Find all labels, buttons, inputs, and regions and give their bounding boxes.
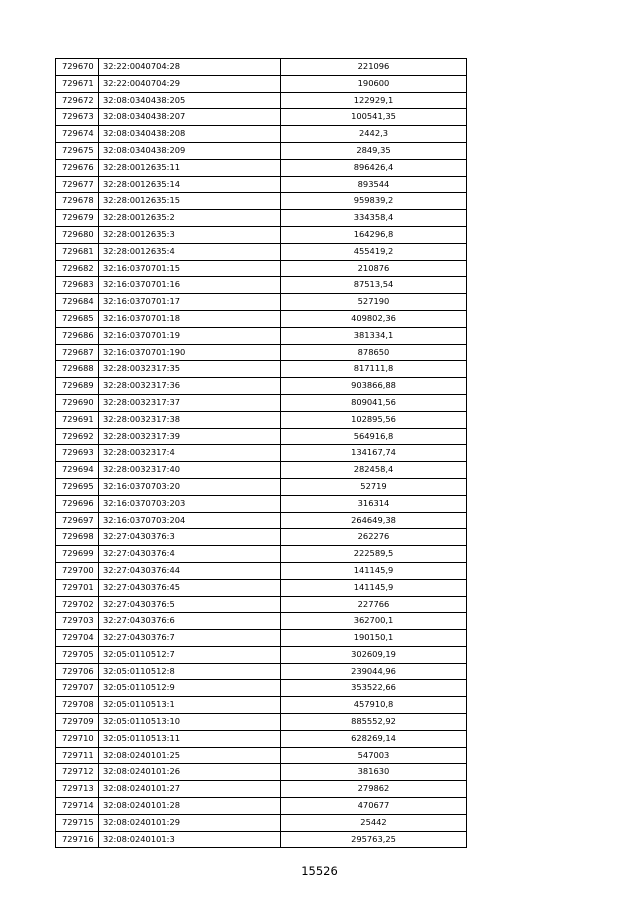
table-row [56, 411, 467, 428]
row-number-cell: 729689 [56, 378, 99, 395]
table-row [56, 310, 467, 327]
row-number-cell: 729714 [56, 798, 99, 815]
row-number-cell: 729686 [56, 327, 99, 344]
row-number-cell: 729679 [56, 210, 99, 227]
cadastral-value-cell: 100541,35 [281, 109, 467, 126]
cadastral-number-cell: 32:28:0032317:39 [99, 428, 281, 445]
row-number-cell: 729705 [56, 646, 99, 663]
cadastral-value-cell: 334358,4 [281, 210, 467, 227]
row-number-cell: 729681 [56, 243, 99, 260]
cadastral-number-cell: 32:22:0040704:28 [99, 59, 281, 76]
cadastral-number-cell: 32:08:0240101:28 [99, 798, 281, 815]
cadastral-number-cell: 32:16:0370701:15 [99, 260, 281, 277]
page-number: 15526 [301, 864, 338, 878]
table-row [56, 730, 467, 747]
table-row [56, 75, 467, 92]
cadastral-value-cell: 141145,9 [281, 579, 467, 596]
cadastral-value-cell: 362700,1 [281, 613, 467, 630]
cadastral-value-cell: 470677 [281, 798, 467, 815]
cadastral-value-cell: 25442 [281, 814, 467, 831]
cadastral-number-cell: 32:05:0110513:1 [99, 697, 281, 714]
cadastral-number-cell: 32:05:0110513:10 [99, 714, 281, 731]
cadastral-value-table [55, 58, 467, 848]
table-row [56, 764, 467, 781]
row-number-cell: 729675 [56, 142, 99, 159]
cadastral-number-cell: 32:08:0340438:205 [99, 92, 281, 109]
cadastral-value-cell: 381334,1 [281, 327, 467, 344]
cadastral-value-cell: 628269,14 [281, 730, 467, 747]
cadastral-value-cell: 141145,9 [281, 562, 467, 579]
row-number-cell: 729704 [56, 630, 99, 647]
cadastral-value-cell: 221096 [281, 59, 467, 76]
table-row [56, 613, 467, 630]
cadastral-number-cell: 32:08:0340438:208 [99, 126, 281, 143]
cadastral-value-cell: 409802,36 [281, 310, 467, 327]
row-number-cell: 729702 [56, 596, 99, 613]
row-number-cell: 729699 [56, 546, 99, 563]
cadastral-value-cell: 190600 [281, 75, 467, 92]
cadastral-value-cell: 164296,8 [281, 226, 467, 243]
cadastral-number-cell: 32:28:0012635:11 [99, 159, 281, 176]
cadastral-value-cell: 2442,3 [281, 126, 467, 143]
cadastral-number-cell: 32:27:0430376:3 [99, 529, 281, 546]
row-number-cell: 729701 [56, 579, 99, 596]
cadastral-number-cell: 32:27:0430376:6 [99, 613, 281, 630]
table-row [56, 562, 467, 579]
row-number-cell: 729687 [56, 344, 99, 361]
table-row [56, 277, 467, 294]
cadastral-number-cell: 32:28:0032317:36 [99, 378, 281, 395]
cadastral-number-cell: 32:16:0370703:203 [99, 495, 281, 512]
table-row [56, 798, 467, 815]
row-number-cell: 729678 [56, 193, 99, 210]
cadastral-number-cell: 32:05:0110512:7 [99, 646, 281, 663]
row-number-cell: 729708 [56, 697, 99, 714]
cadastral-number-cell: 32:08:0340438:209 [99, 142, 281, 159]
cadastral-number-cell: 32:28:0032317:38 [99, 411, 281, 428]
cadastral-value-cell: 809041,56 [281, 394, 467, 411]
cadastral-number-cell: 32:28:0012635:3 [99, 226, 281, 243]
row-number-cell: 729707 [56, 680, 99, 697]
table-row [56, 193, 467, 210]
cadastral-value-cell: 295763,25 [281, 831, 467, 848]
row-number-cell: 729670 [56, 59, 99, 76]
cadastral-number-cell: 32:16:0370701:16 [99, 277, 281, 294]
table-row [56, 512, 467, 529]
cadastral-value-cell: 262276 [281, 529, 467, 546]
table-row [56, 697, 467, 714]
cadastral-value-cell: 457910,8 [281, 697, 467, 714]
row-number-cell: 729716 [56, 831, 99, 848]
row-number-cell: 729712 [56, 764, 99, 781]
cadastral-number-cell: 32:28:0012635:4 [99, 243, 281, 260]
cadastral-number-cell: 32:27:0430376:45 [99, 579, 281, 596]
cadastral-value-cell: 878650 [281, 344, 467, 361]
cadastral-number-cell: 32:08:0240101:3 [99, 831, 281, 848]
row-number-cell: 729677 [56, 176, 99, 193]
cadastral-value-cell: 302609,19 [281, 646, 467, 663]
cadastral-value-cell: 353522,66 [281, 680, 467, 697]
table-row [56, 428, 467, 445]
row-number-cell: 729672 [56, 92, 99, 109]
table-row [56, 126, 467, 143]
cadastral-number-cell: 32:08:0240101:26 [99, 764, 281, 781]
cadastral-number-cell: 32:08:0240101:25 [99, 747, 281, 764]
table-row [56, 630, 467, 647]
cadastral-number-cell: 32:27:0430376:5 [99, 596, 281, 613]
cadastral-value-cell: 190150,1 [281, 630, 467, 647]
cadastral-number-cell: 32:16:0370701:18 [99, 310, 281, 327]
table-row [56, 478, 467, 495]
cadastral-value-cell: 279862 [281, 781, 467, 798]
row-number-cell: 729688 [56, 361, 99, 378]
cadastral-value-cell: 282458,4 [281, 462, 467, 479]
row-number-cell: 729680 [56, 226, 99, 243]
cadastral-value-cell: 959839,2 [281, 193, 467, 210]
row-number-cell: 729711 [56, 747, 99, 764]
cadastral-number-cell: 32:28:0032317:40 [99, 462, 281, 479]
row-number-cell: 729682 [56, 260, 99, 277]
table-row [56, 243, 467, 260]
cadastral-number-cell: 32:28:0012635:2 [99, 210, 281, 227]
cadastral-number-cell: 32:27:0430376:44 [99, 562, 281, 579]
table-row [56, 159, 467, 176]
cadastral-number-cell: 32:27:0430376:4 [99, 546, 281, 563]
row-number-cell: 729684 [56, 294, 99, 311]
table-row [56, 327, 467, 344]
cadastral-value-cell: 817111,8 [281, 361, 467, 378]
cadastral-number-cell: 32:05:0110513:11 [99, 730, 281, 747]
cadastral-value-cell: 222589,5 [281, 546, 467, 563]
table-row [56, 378, 467, 395]
cadastral-number-cell: 32:16:0370701:190 [99, 344, 281, 361]
table-row [56, 546, 467, 563]
row-number-cell: 729696 [56, 495, 99, 512]
cadastral-value-cell: 264649,38 [281, 512, 467, 529]
row-number-cell: 729703 [56, 613, 99, 630]
row-number-cell: 729697 [56, 512, 99, 529]
row-number-cell: 729690 [56, 394, 99, 411]
cadastral-value-cell: 885552,92 [281, 714, 467, 731]
table-body [56, 59, 467, 848]
cadastral-value-cell: 2849,35 [281, 142, 467, 159]
cadastral-value-cell: 134167,74 [281, 445, 467, 462]
cadastral-value-cell: 239044,96 [281, 663, 467, 680]
row-number-cell: 729692 [56, 428, 99, 445]
cadastral-number-cell: 32:16:0370701:19 [99, 327, 281, 344]
table-row [56, 109, 467, 126]
row-number-cell: 729685 [56, 310, 99, 327]
row-number-cell: 729710 [56, 730, 99, 747]
row-number-cell: 729698 [56, 529, 99, 546]
table-row [56, 394, 467, 411]
cadastral-number-cell: 32:08:0240101:29 [99, 814, 281, 831]
cadastral-number-cell: 32:27:0430376:7 [99, 630, 281, 647]
row-number-cell: 729674 [56, 126, 99, 143]
cadastral-value-cell: 527190 [281, 294, 467, 311]
table-row [56, 495, 467, 512]
table-row [56, 210, 467, 227]
row-number-cell: 729695 [56, 478, 99, 495]
cadastral-number-cell: 32:16:0370701:17 [99, 294, 281, 311]
table-row [56, 646, 467, 663]
table-row [56, 596, 467, 613]
table-row [56, 59, 467, 76]
row-number-cell: 729715 [56, 814, 99, 831]
row-number-cell: 729713 [56, 781, 99, 798]
cadastral-number-cell: 32:28:0012635:14 [99, 176, 281, 193]
table-row [56, 142, 467, 159]
row-number-cell: 729671 [56, 75, 99, 92]
cadastral-value-cell: 122929,1 [281, 92, 467, 109]
cadastral-number-cell: 32:28:0032317:35 [99, 361, 281, 378]
row-number-cell: 729676 [56, 159, 99, 176]
cadastral-number-cell: 32:28:0012635:15 [99, 193, 281, 210]
row-number-cell: 729673 [56, 109, 99, 126]
cadastral-number-cell: 32:28:0032317:37 [99, 394, 281, 411]
cadastral-value-cell: 547003 [281, 747, 467, 764]
cadastral-value-cell: 564916,8 [281, 428, 467, 445]
cadastral-value-cell: 893544 [281, 176, 467, 193]
cadastral-value-cell: 903866,88 [281, 378, 467, 395]
cadastral-number-cell: 32:08:0340438:207 [99, 109, 281, 126]
table-row [56, 747, 467, 764]
cadastral-number-cell: 32:22:0040704:29 [99, 75, 281, 92]
row-number-cell: 729709 [56, 714, 99, 731]
table-row [56, 663, 467, 680]
table-row [56, 294, 467, 311]
table-row [56, 529, 467, 546]
table-row [56, 680, 467, 697]
cadastral-number-cell: 32:05:0110512:9 [99, 680, 281, 697]
table-row [56, 714, 467, 731]
cadastral-value-cell: 455419,2 [281, 243, 467, 260]
table-row [56, 814, 467, 831]
cadastral-value-cell: 52719 [281, 478, 467, 495]
table-row [56, 445, 467, 462]
row-number-cell: 729700 [56, 562, 99, 579]
cadastral-value-cell: 102895,56 [281, 411, 467, 428]
row-number-cell: 729693 [56, 445, 99, 462]
cadastral-number-cell: 32:08:0240101:27 [99, 781, 281, 798]
cadastral-number-cell: 32:16:0370703:204 [99, 512, 281, 529]
cadastral-number-cell: 32:16:0370703:20 [99, 478, 281, 495]
cadastral-value-cell: 381630 [281, 764, 467, 781]
table-row [56, 781, 467, 798]
table-row [56, 361, 467, 378]
row-number-cell: 729683 [56, 277, 99, 294]
row-number-cell: 729691 [56, 411, 99, 428]
table-row [56, 176, 467, 193]
cadastral-value-cell: 316314 [281, 495, 467, 512]
table-row [56, 226, 467, 243]
cadastral-value-cell: 87513,54 [281, 277, 467, 294]
table-row [56, 462, 467, 479]
row-number-cell: 729706 [56, 663, 99, 680]
table-row [56, 831, 467, 848]
cadastral-number-cell: 32:05:0110512:8 [99, 663, 281, 680]
table-row [56, 579, 467, 596]
cadastral-value-cell: 210876 [281, 260, 467, 277]
table-row [56, 92, 467, 109]
cadastral-value-cell: 227766 [281, 596, 467, 613]
table-row [56, 344, 467, 361]
row-number-cell: 729694 [56, 462, 99, 479]
table-row [56, 260, 467, 277]
cadastral-value-cell: 896426,4 [281, 159, 467, 176]
cadastral-number-cell: 32:28:0032317:4 [99, 445, 281, 462]
